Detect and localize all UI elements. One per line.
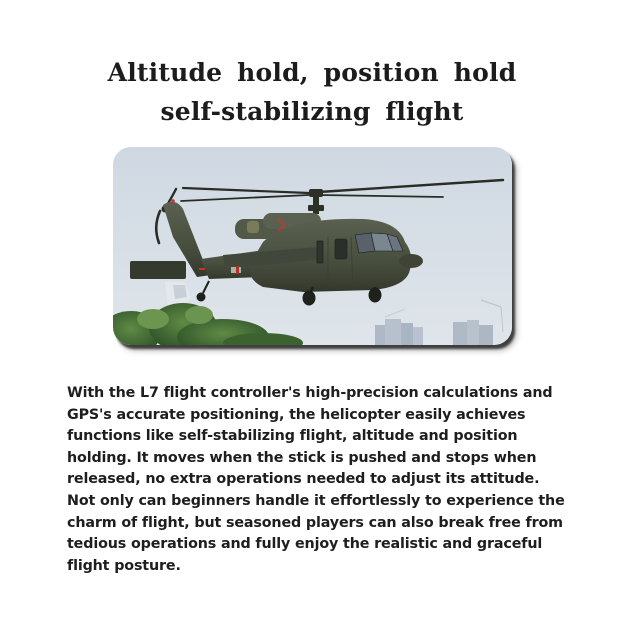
description-line-4: holding. It moves when the stick is pushed and stops when <box>67 449 537 466</box>
headline <box>0 53 624 131</box>
helicopter-photo <box>113 147 512 345</box>
headline-line-2: self-stabilizing flight <box>160 96 464 126</box>
nose <box>399 254 423 268</box>
description-line-6: Not only can beginners handle it effortlessly to experience the <box>67 492 565 509</box>
description-line-7: charm of flight, but seasoned players can also break free from <box>67 514 563 531</box>
description-line-2: GPS's accurate positioning, the helicopter easily achieves <box>67 406 526 423</box>
description-line-1: With the L7 flight controller's high-precision calculations and <box>67 385 553 401</box>
helicopter-illustration <box>113 147 512 345</box>
marking <box>199 268 205 270</box>
feature-description <box>67 383 567 577</box>
horizontal-stabilizer <box>130 261 186 279</box>
headline-line-1: Altitude hold, position hold <box>107 57 517 87</box>
description-line-8: tedious operations and fully enjoy the realistic and graceful <box>67 536 543 553</box>
description-line-5: released, no extra operations needed to adjust its attitude. <box>67 471 540 488</box>
description-line-3: functions like self-stabilizing flight, altitude and position <box>67 428 518 445</box>
description-line-9: flight posture. <box>67 557 181 574</box>
